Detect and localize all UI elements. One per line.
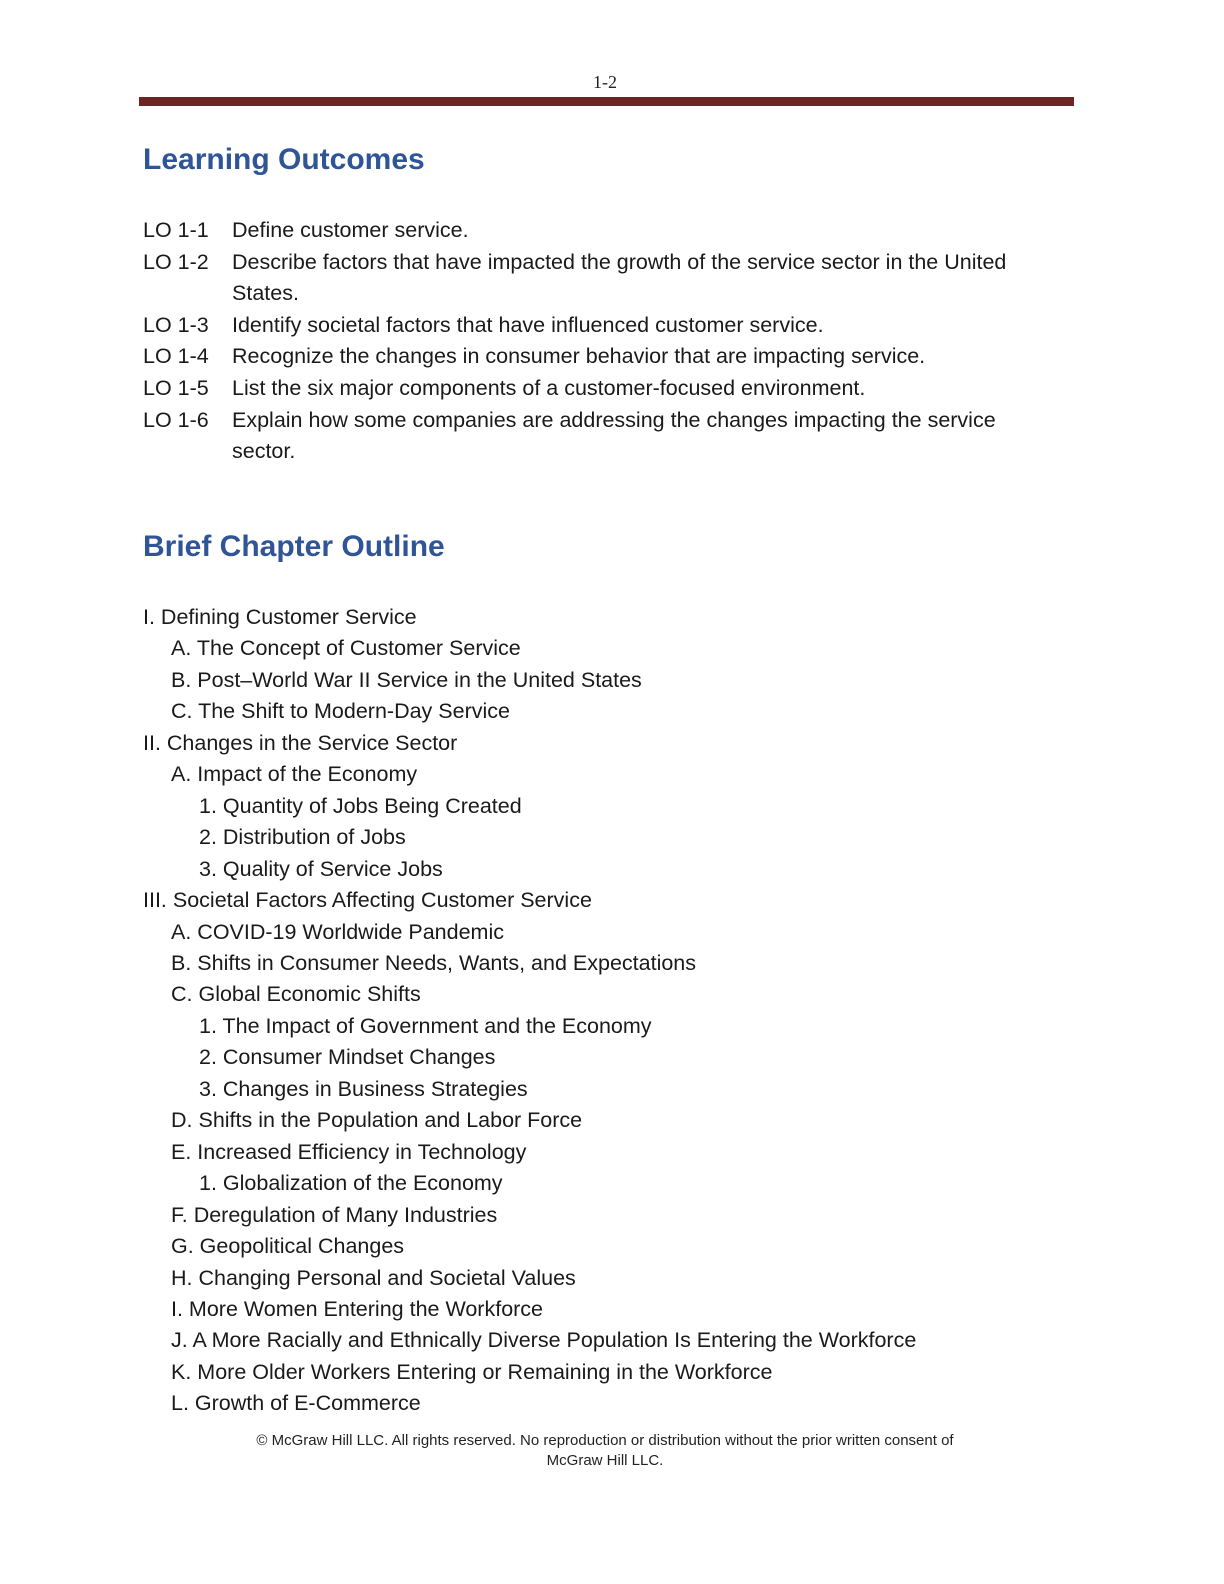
- learning-outcome-text: List the six major components of a customer-focused environment.: [232, 375, 866, 400]
- outline-item: K. More Older Workers Entering or Remaining in the Workforce: [171, 1359, 773, 1384]
- learning-outcome-code: LO 1-6: [143, 407, 209, 432]
- outline-item: C. Global Economic Shifts: [171, 982, 421, 1007]
- outline-item: 3. Quality of Service Jobs: [199, 856, 443, 881]
- learning-outcome-code: LO 1-1: [143, 218, 209, 242]
- outline-item: D. Shifts in the Population and Labor Force: [171, 1108, 583, 1133]
- outline-item: 1. The Impact of Government and the Economy: [199, 1013, 652, 1038]
- header-rule: [139, 97, 1074, 106]
- outline-item: A. Impact of the Economy: [171, 762, 418, 787]
- learning-outcome-text: Describe factors that have impacted the growth of the service sector in the United States.: [232, 249, 1007, 306]
- outline-item: L. Growth of E-Commerce: [171, 1391, 421, 1416]
- copyright-line-2: McGraw Hill LLC.: [546, 1452, 664, 1469]
- learning-outcome-code: LO 1-5: [143, 375, 209, 400]
- chapter-outline-heading: Brief Chapter Outline: [143, 530, 445, 563]
- learning-outcome-item: [143, 310, 1043, 342]
- page-number: 1-2: [593, 72, 617, 92]
- outline-item: J. A More Racially and Ethnically Diverse Population Is Entering the Workforce: [171, 1328, 917, 1353]
- learning-outcome-item: [143, 373, 1043, 405]
- outline-item: E. Increased Efficiency in Technology: [171, 1139, 527, 1164]
- copyright-footer: [200, 1431, 1010, 1471]
- outline-item: A. COVID-19 Worldwide Pandemic: [171, 919, 504, 944]
- learning-outcome-item: [143, 247, 1043, 310]
- outline-item: B. Post–World War II Service in the United States: [171, 667, 642, 692]
- outline-item: A. The Concept of Customer Service: [171, 636, 521, 661]
- learning-outcome-text: Explain how some companies are addressing the changes impacting the service sector.: [232, 407, 996, 464]
- learning-outcome-text: Recognize the changes in consumer behavior that are impacting service.: [232, 344, 926, 369]
- learning-outcome-code: LO 1-4: [143, 344, 209, 369]
- outline-item: C. The Shift to Modern-Day Service: [171, 699, 510, 724]
- copyright-line-1: © McGraw Hill LLC. All rights reserved. No reproduction or distribution without the prior written consent of: [256, 1432, 954, 1449]
- learning-outcomes-list: [143, 215, 1043, 468]
- learning-outcome-text: Identify societal factors that have influenced customer service.: [232, 312, 824, 337]
- outline-item: H. Changing Personal and Societal Values: [171, 1265, 576, 1290]
- learning-outcome-item: [143, 405, 1043, 468]
- learning-outcome-item: [143, 215, 1043, 247]
- learning-outcomes-heading: Learning Outcomes: [143, 143, 425, 176]
- outline-item: 3. Changes in Business Strategies: [199, 1076, 528, 1101]
- outline-item: III. Societal Factors Affecting Customer Service: [143, 888, 592, 913]
- outline-item: II. Changes in the Service Sector: [143, 730, 458, 755]
- outline-item: B. Shifts in Consumer Needs, Wants, and Expectations: [171, 950, 697, 975]
- learning-outcome-code: LO 1-2: [143, 249, 209, 274]
- outline-item: F. Deregulation of Many Industries: [171, 1202, 498, 1227]
- learning-outcome-code: LO 1-3: [143, 312, 209, 337]
- outline-item: 1. Globalization of the Economy: [199, 1171, 503, 1196]
- learning-outcome-text: Define customer service.: [232, 218, 469, 242]
- outline-item: 2. Distribution of Jobs: [199, 825, 406, 850]
- outline-item: 1. Quantity of Jobs Being Created: [199, 793, 522, 818]
- outline-item: G. Geopolitical Changes: [171, 1234, 405, 1259]
- learning-outcome-item: [143, 341, 1043, 373]
- chapter-outline-list: [143, 602, 1043, 1420]
- outline-item: I. More Women Entering the Workforce: [171, 1296, 544, 1321]
- outline-item: 2. Consumer Mindset Changes: [199, 1045, 496, 1070]
- outline-item: I. Defining Customer Service: [143, 605, 417, 629]
